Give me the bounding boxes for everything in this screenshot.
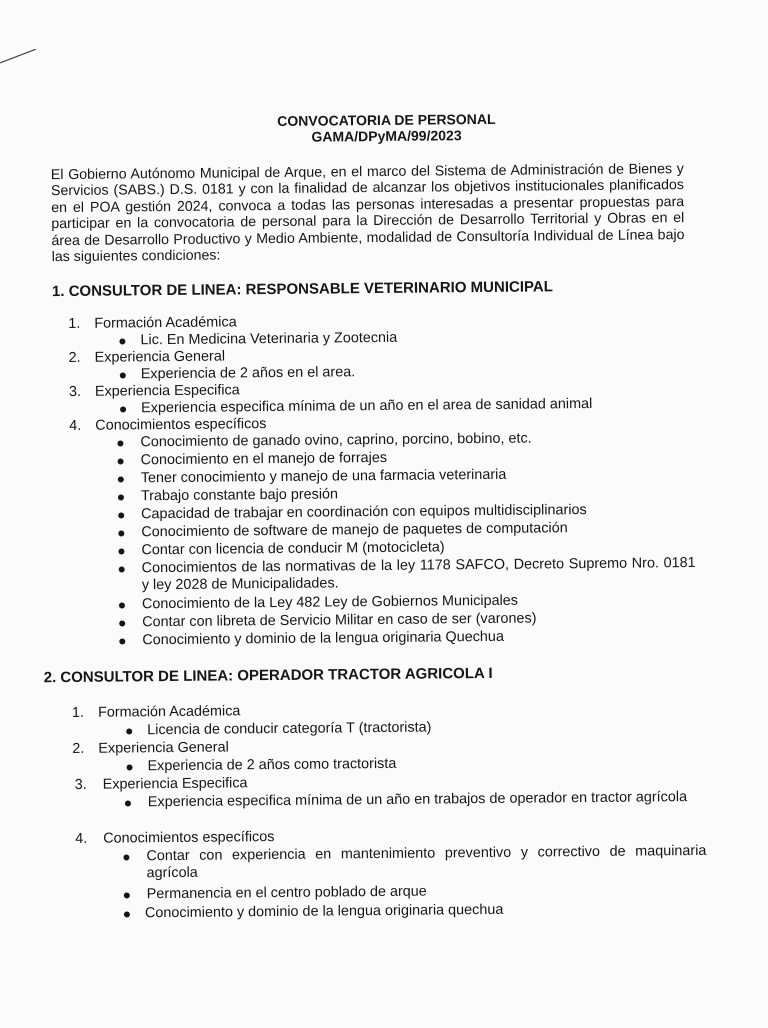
item-number: 4.	[69, 417, 82, 434]
document-code: GAMA/DPyMA/99/2023	[311, 127, 462, 145]
bullet-text: Experiencia especifica mínima de un año en el area de sanidad animal	[141, 395, 593, 417]
bullet-text: Trabajo constante bajo presión	[140, 486, 339, 505]
item-number: 1.	[68, 315, 81, 332]
item-label: Experiencia Especifica	[94, 382, 240, 400]
bullet-text: Conocimiento y dominio de la lengua originaria Quechua	[142, 628, 504, 649]
bullet-text: Experiencia de 2 años en el area.	[140, 364, 356, 383]
bullet-text: Contar con licencia de conducir M (motocicleta)	[141, 539, 445, 559]
item-label: Experiencia General	[94, 348, 226, 366]
bullet: ●	[118, 366, 128, 383]
item-label: Conocimientos específicos	[103, 829, 275, 847]
bullet-text: Tener conocimiento y manejo de una farmacia veterinaria	[140, 466, 507, 487]
bullet-text: Permanencia en el centro poblado de arque	[146, 883, 427, 903]
bullet: ●	[122, 886, 132, 903]
item-number: 2.	[72, 740, 85, 757]
item-number: 3.	[74, 776, 87, 793]
bullet: ●	[116, 506, 126, 523]
section-title: 1. CONSULTOR DE LINEA: RESPONSABLE VETERINARIO MUNICIPAL	[51, 278, 553, 301]
item-label: Formación Académica	[94, 314, 237, 332]
section-title: 2. CONSULTOR DE LINEA: OPERADOR TRACTOR AGRICOLA I	[43, 664, 493, 687]
bullet-text: Conocimiento en el manejo de forrajes	[140, 449, 388, 469]
item-number: 4.	[75, 830, 88, 847]
item-label: Experiencia General	[98, 739, 229, 757]
intro-paragraph: El Gobierno Autónomo Municipal de Arque, en el marco del Sistema de Administración de Bienes y Servicios (SABS.) D.S. 0181 y con la finalidad de alcanzar los objetivos institucionales planificados en el POA gestión 2024, convoca a todas las personas interesadas a presentar propuestas para participar en la convocatoria de personal para la Dirección de Desarrollo Territorial y Obras en el área de Desarrollo Productivo y Medio Ambiente, modalidad de Consultoría Individual de Línea bajo las siguientes condiciones:	[50, 161, 685, 266]
bullet-text: Lic. En Medicina Veterinaria y Zootecnia	[140, 329, 398, 349]
bullet: ●	[122, 905, 132, 922]
bullet-text: Contar con experiencia en mantenimiento preventivo y correctivo de maquinaria agrícola	[146, 842, 707, 881]
bullet-text: Conocimiento de software de manejo de paquetes de computación	[141, 520, 568, 541]
item-number: 3.	[68, 383, 82, 400]
item-label: Conocimientos específicos	[95, 416, 267, 434]
bullet: ●	[117, 560, 126, 577]
item-label: Formación Académica	[97, 703, 241, 721]
bullet: ●	[116, 452, 125, 469]
bullet: ●	[122, 848, 131, 865]
bullet: ●	[117, 596, 127, 613]
bullet: ●	[123, 794, 133, 811]
item-label: Experiencia Especifica	[102, 775, 248, 793]
document-title: CONVOCATORIA DE PERSONAL	[277, 110, 496, 129]
bullet: ●	[118, 332, 127, 349]
bullet-text: Contar con libreta de Servicio Militar en caso de ser (varones)	[142, 610, 537, 631]
bullet: ●	[116, 524, 126, 541]
bullet: ●	[118, 400, 128, 417]
bullet: ●	[116, 434, 125, 451]
bullet: ●	[117, 614, 127, 631]
bullet: ●	[117, 542, 126, 559]
item-number: 1.	[71, 704, 85, 721]
bullet: ●	[116, 488, 126, 505]
bullet-text: Experiencia especifica mínima de un año en trabajos de operador en tractor agrícola	[147, 789, 688, 811]
bullet: ●	[124, 722, 134, 739]
bullet-text: Conocimiento y dominio de la lengua originaria quechua	[144, 901, 504, 922]
bullet: ●	[125, 758, 134, 775]
bullet-text: Capacidad de trabajar en coordinación con equipos multidisciplinarios	[141, 502, 587, 523]
bullet-text: Experiencia de 2 años como tractorista	[147, 755, 397, 775]
bullet: ●	[118, 632, 127, 649]
pen-stroke-mark	[0, 45, 46, 75]
item-number: 2.	[68, 349, 81, 366]
bullet-text: Conocimiento de ganado ovino, caprino, porcino, bobino, etc.	[140, 430, 532, 451]
bullet-text: Licencia de conducir categoría T (tractorista)	[147, 719, 432, 739]
bullet-text: Conocimiento de la Ley 482 Ley de Gobiernos Municipales	[141, 592, 519, 613]
bullet: ●	[116, 470, 126, 487]
bullet-text: Conocimientos de las normativas de la ley 1178 SAFCO, Decreto Supremo Nro. 0181 y ley 2028 de Municipalidades.	[141, 554, 696, 593]
